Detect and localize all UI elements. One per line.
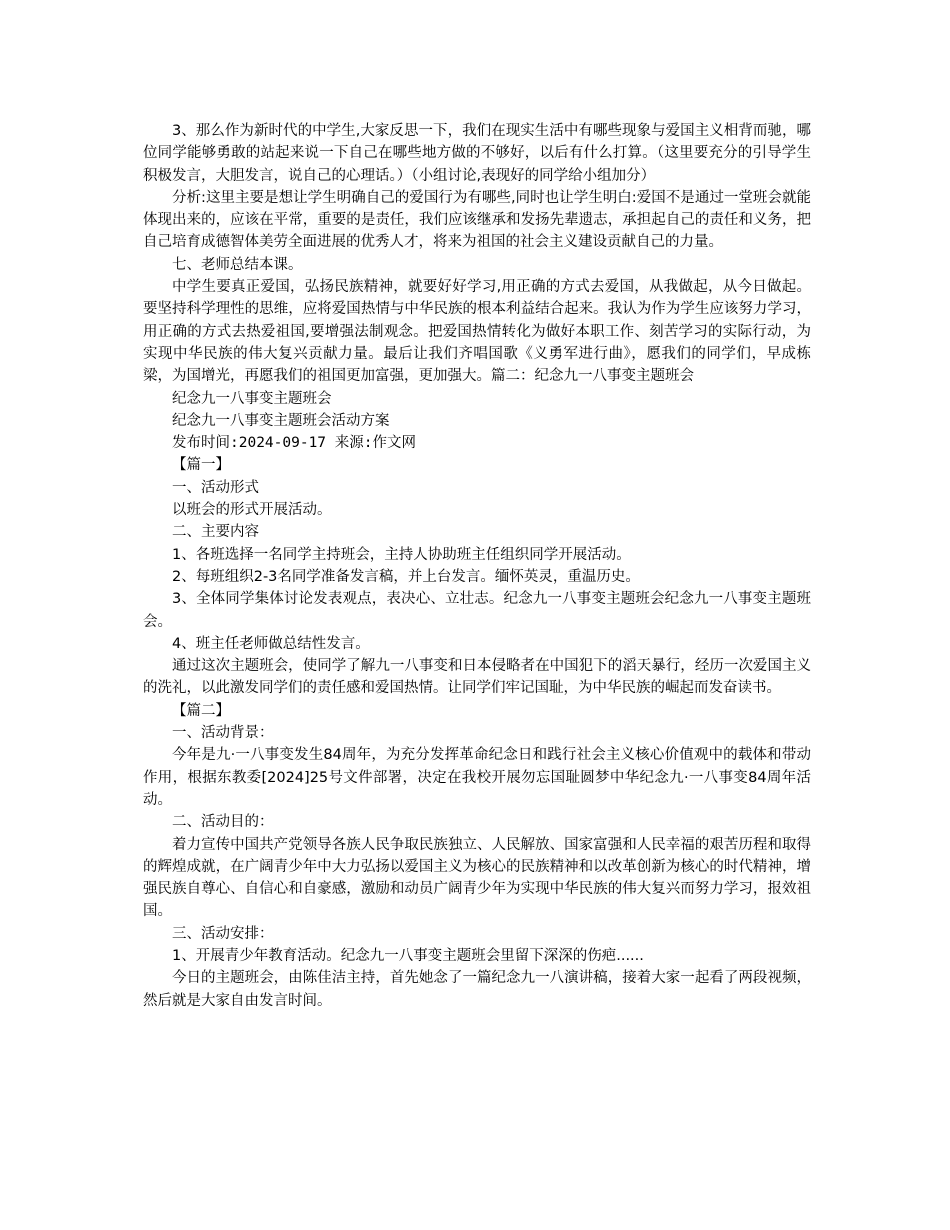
section-heading-part-one: 【篇一】 [172, 457, 230, 474]
heading-teacher-summary: 七、老师总结本课。 [172, 256, 303, 273]
paragraph-analysis: 分析:这里主要是想让学生明确自己的爱国行为有哪些,同时也让学生明白:爱国不是通过一堂班会就能体现出来的，应该在平常，重要的是责任，我们应该继承和发扬先辈遗志，承担起自己的责任和义务，把自己培育成德智体美劳全面进展的优秀人才，将来为祖国的社会主义建设贡献自己的力量。 [143, 189, 811, 251]
heading-activity-form: 一、活动形式 [172, 479, 259, 496]
heading-arrangement: 三、活动安排： [172, 925, 274, 942]
document-body [143, 120, 811, 1012]
list-item-2: 2、每班组织2-3名同学准备发言稿，并上台发言。缅怀英灵，重温历史。 [172, 568, 640, 585]
heading-main-content: 二、主要内容 [172, 524, 259, 541]
heading-background: 一、活动背景： [172, 725, 274, 742]
paragraph-summary: 中学生要真正爱国，弘扬民族精神，就要好好学习,用正确的方式去爱国，从我做起，从今日做起。要坚持科学理性的思维，应将爱国热情与中华民族的根本利益结合起来。我认为作为学生应该努力学习，用正确的方式去热爱祖国,要增强法制观念。把爱国热情转化为做好本职工作、刻苦学习的实际行动，为实现中华民族的伟大复兴贡献力量。最后让我们齐唱国歌《义勇军进行曲》，愿我们的同学们，早成栋梁，为国增光，再愿我们的祖国更加富强，更加强大。篇二：纪念九一八事变主题班会 [143, 279, 811, 385]
paragraph-purpose: 着力宣传中国共产党领导各族人民争取民族独立、人民解放、国家富强和人民幸福的艰苦历程和取得的辉煌成就，在广阔青少年中大力弘扬以爱国主义为核心的民族精神和以改革创新为核心的时代精神，增强民族自尊心、自信心和自豪感，激励和动员广阔青少年为实现中华民族的伟大复兴而努力学习，报效祖国。 [143, 836, 811, 920]
section-heading-part-two: 【篇二】 [172, 702, 230, 719]
paragraph-outcome: 通过这次主题班会，使同学了解九一八事变和日本侵略者在中国犯下的滔天暴行，经历一次爱国主义的洗礼，以此激发同学们的责任感和爱国热情。让同学们牢记国耻，为中华民族的崛起而发奋读书。 [143, 658, 811, 697]
list-item-3: 3、全体同学集体讨论发表观点，表决心、立壮志。纪念九一八事变主题班会纪念九一八事变主题班会。 [143, 591, 811, 630]
list-item-1: 1、各班选择一名同学主持班会，主持人协助班主任组织同学开展活动。 [172, 546, 631, 563]
article-title: 纪念九一八事变主题班会 [172, 390, 332, 407]
paragraph-reflection-question: 3、那么作为新时代的中学生,大家反思一下，我们在现实生活中有哪些现象与爱国主义相背而驰，哪位同学能够勇敢的站起来说一下自己在哪些地方做的不够好，以后有什么打算。（这里要充分的引导学生积极发言，大胆发言，说自己的心理话。）（小组讨论,表现好的同学给小组加分） [143, 123, 811, 184]
list-item-arrangement-1: 1、开展青少年教育活动。纪念九一八事变主题班会里留下深深的伤疤...... [172, 947, 644, 964]
paragraph-activity-form: 以班会的形式开展活动。 [172, 502, 332, 519]
list-item-4: 4、班主任老师做总结性发言。 [172, 635, 370, 652]
heading-purpose: 二、活动目的： [172, 814, 274, 831]
paragraph-background: 今年是九·一八事变发生84周年，为充分发挥革命纪念日和践行社会主义核心价值观中的载体和带动作用，根据东教委[2024]25号文件部署，决定在我校开展勿忘国耻圆梦中华纪念九·一八事变84周年活动。 [143, 747, 811, 808]
paragraph-class-meeting: 今日的主题班会，由陈佳洁主持，首先她念了一篇纪念九一八演讲稿，接着大家一起看了两段视频，然后就是大家自由发言时间。 [143, 970, 811, 1009]
article-subtitle: 纪念九一八事变主题班会活动方案 [172, 412, 390, 429]
publish-meta: 发布时间:2024-09-17 来源:作文网 [172, 435, 416, 452]
